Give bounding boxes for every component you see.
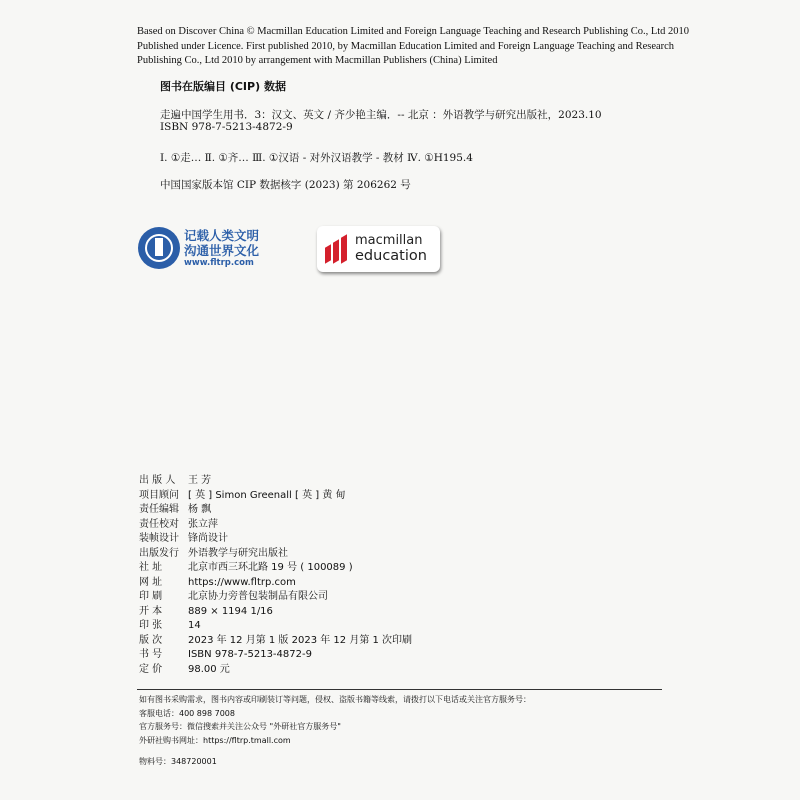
credit-value: ISBN 978-7-5213-4872-9 <box>188 649 312 660</box>
cip-line-record: 中国国家版本馆 CIP 数据核字 (2023) 第 206262 号 <box>160 179 411 191</box>
license-line: Based on Discover China © Macmillan Education Limited and Foreign Language Teaching and Research Publishing Co., Ltd 2010 <box>137 26 690 37</box>
cip-line-catalog: 走遍中国学生用书．3：汉文、英文 / 齐少艳主编．-- 北京 ：外语教学与研究出版社，2023.10 <box>160 109 602 121</box>
credit-value: 北京市西三环北路 19 号 ( 100089 ) <box>188 562 353 573</box>
education-wordmark: education <box>355 248 427 264</box>
credit-value: 889 × 1194 1/16 <box>188 605 273 617</box>
credit-label: 出版发行 <box>139 547 179 559</box>
macmillan-logo-text <box>355 233 427 265</box>
credit-value: [ 英 ] Simon Greenall [ 英 ] 黄 甸 <box>188 489 346 501</box>
credit-row <box>139 634 412 649</box>
fltrp-slogan-2: 沟通世界文化 <box>184 242 260 258</box>
credit-row <box>139 576 412 591</box>
macmillan-mark-icon <box>325 236 351 262</box>
credit-value: https://www.fltrp.com <box>188 576 296 588</box>
credit-label: 版 次 <box>139 634 163 646</box>
credit-row <box>139 561 412 576</box>
credit-row <box>139 489 412 504</box>
credit-label: 书 号 <box>139 649 163 660</box>
credit-row <box>139 648 412 663</box>
divider <box>137 689 662 690</box>
license-line: Published under Licence. First published 2010, by Macmillan Education Limited and Foreign Language Teaching and Research <box>137 40 675 52</box>
credit-label: 网 址 <box>139 576 163 588</box>
license-line: Publishing Co., Ltd 2010 by arrangement with Macmillan Publishers (China) Limited <box>137 55 498 66</box>
credit-row <box>139 532 412 547</box>
macmillan-logo <box>317 226 440 272</box>
credit-label: 印 张 <box>139 620 163 631</box>
material-number: 物料号：348720001 <box>139 757 217 766</box>
credit-row <box>139 518 412 533</box>
credit-label: 开 本 <box>139 605 163 617</box>
service-phone: 客服电话：400 898 7008 <box>139 708 235 718</box>
credit-row <box>139 503 412 518</box>
credit-label: 责任编辑 <box>139 504 179 515</box>
credit-label: 项目顾问 <box>139 489 179 501</box>
credit-value: 锋尚设计 <box>188 533 228 544</box>
cip-heading: 图书在版编目 (CIP) 数据 <box>160 80 286 93</box>
cip-line-isbn: ISBN 978-7-5213-4872-9 <box>160 121 293 133</box>
credit-row <box>139 474 412 489</box>
credit-row <box>139 619 412 634</box>
fltrp-emblem-icon <box>138 227 180 269</box>
credit-label: 出 版 人 <box>139 475 176 486</box>
credit-label: 定 价 <box>139 663 163 675</box>
credit-label: 社 址 <box>139 562 163 573</box>
credit-value: 外语教学与研究出版社 <box>188 547 288 559</box>
credit-value: 14 <box>188 620 201 631</box>
fltrp-logo <box>138 226 258 270</box>
fltrp-url: www.fltrp.com <box>184 257 254 268</box>
cip-line-classification: Ⅰ. ①走… Ⅱ. ①齐… Ⅲ. ①汉语 - 对外汉语教学 - 教材 Ⅳ. ①H195.4 <box>160 152 473 164</box>
service-wechat: 官方服务号：微信搜索并关注公众号 "外研社官方服务号" <box>139 722 341 731</box>
credit-row <box>139 663 412 678</box>
service-info <box>139 693 531 747</box>
credit-value: 98.00 元 <box>188 663 230 675</box>
fltrp-slogan-1: 记载人类文明 <box>184 227 260 243</box>
credit-label: 装帧设计 <box>139 533 179 544</box>
credit-row <box>139 605 412 620</box>
credit-value: 张立萍 <box>188 518 218 530</box>
credit-value: 北京协力旁普包装制品有限公司 <box>188 591 328 602</box>
credit-label: 责任校对 <box>139 518 179 530</box>
service-line: 如有图书采购需求，图书内容或印刷装订等问题，侵权、盗版书籍等线索，请拨打以下电话或关注官方服务号： <box>139 695 531 704</box>
credit-value: 王 芳 <box>188 475 212 486</box>
license-statement <box>137 25 690 69</box>
credit-value: 2023 年 12 月第 1 版 2023 年 12 月第 1 次印刷 <box>188 634 413 646</box>
publication-credits <box>139 474 412 677</box>
service-shop-url: 外研社购书网址：https://fltrp.tmall.com <box>139 735 291 745</box>
credit-row <box>139 547 412 562</box>
credit-value: 杨 飘 <box>188 504 212 515</box>
credit-row <box>139 590 412 605</box>
fltrp-logo-text <box>184 228 259 269</box>
credit-label: 印 刷 <box>139 591 163 602</box>
macmillan-wordmark: macmillan <box>355 233 423 248</box>
